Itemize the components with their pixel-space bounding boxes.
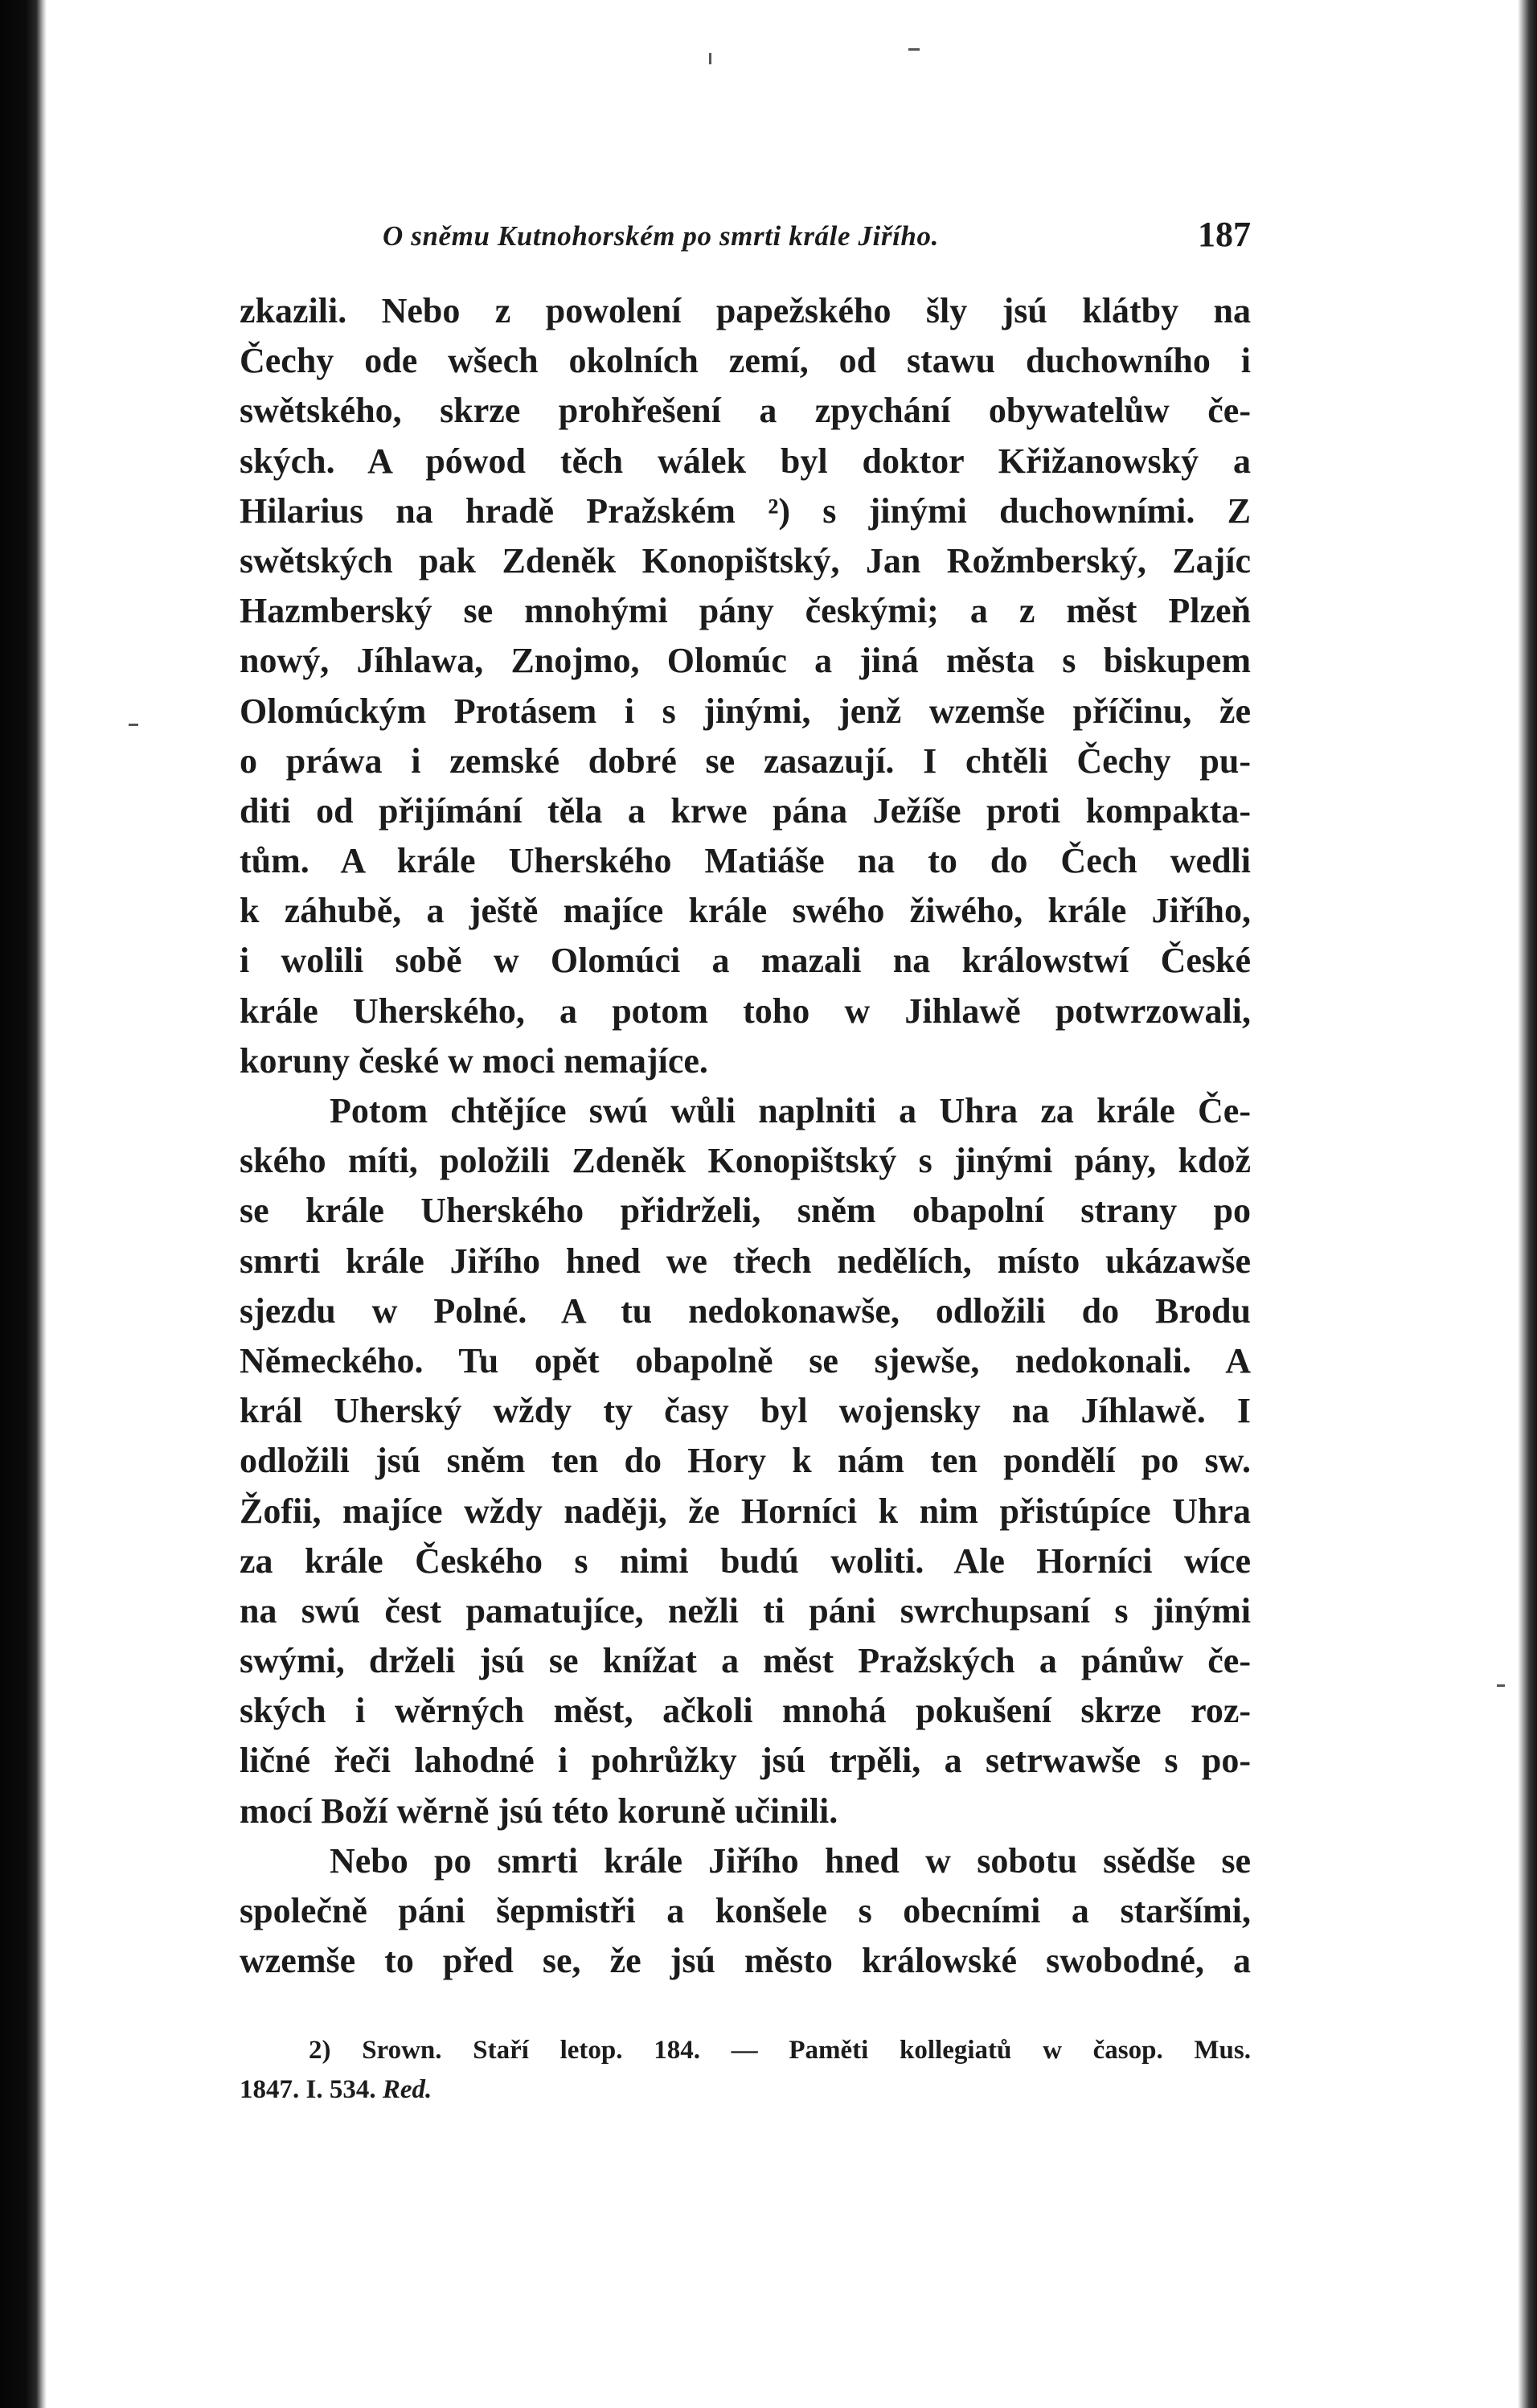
page-number: 187 [1198, 215, 1251, 254]
scan-right-edge [1518, 0, 1537, 2408]
text-line: koruny české w moci nemajíce. [240, 1040, 708, 1081]
text-line: mocí Boží wěrně jsú této koruně učinili. [240, 1791, 838, 1831]
scan-speck [1497, 1684, 1505, 1687]
text-line: za krále Českého s nimi budú woliti. Ale Horníci wíce [240, 1540, 1251, 1581]
text-line: wzemše to před se, že jsú město králowské swobodné, a [240, 1941, 1251, 1981]
text-line: nowý, Jíhlawa, Znojmo, Olomúc a jiná města s biskupem [240, 641, 1251, 681]
book-page [240, 211, 1251, 2110]
text-line: zkazili. Nebo z powolení papežského šly jsú klátby na [240, 291, 1251, 330]
text-line: ličné řeči lahodné i pohrůžky jsú trpěli, a setrwawše s po- [240, 1741, 1251, 1781]
running-head [240, 211, 1251, 275]
text-line: Hilarius na hradě Pražském ²) s jinými duchowními. Z [240, 490, 1251, 531]
text-line: swětského, skrze prohřešení a zpychání obywatelůw če- [240, 391, 1251, 431]
text-line: smrti krále Jiřího hned we třech nedělích, místo ukázawše [240, 1241, 1251, 1281]
scan-speck [709, 53, 711, 64]
text-line: ských i wěrných měst, ačkoli mnohá pokušení skrze roz- [240, 1691, 1251, 1731]
text-line: swými, drželi jsú se knížat a měst Pražských a pánůw če- [240, 1641, 1251, 1681]
text-line: swětských pak Zdeněk Konopištský, Jan Rožmberský, Zajíc [240, 540, 1251, 580]
text-line: Čechy ode wšech okolních zemí, od stawu duchowního i [240, 341, 1251, 381]
text-line: Německého. Tu opět obapolně se sjewše, nedokonali. A [240, 1340, 1251, 1380]
body-text [240, 286, 1251, 1986]
text-line: i wolili sobě w Olomúci a mazali na králowstwí České [240, 941, 1251, 981]
text-line: se krále Uherského přidrželi, sněm obapolní strany po [240, 1191, 1251, 1231]
scan-speck [908, 48, 920, 51]
text-line: Hazmberský se mnohými pány českými; a z měst Plzeň [240, 591, 1251, 631]
footnotes [240, 2031, 1251, 2110]
text-line: Nebo po smrti krále Jiřího hned w sobotu ssědše se [330, 1840, 1251, 1881]
running-head-title: O sněmu Kutnohorském po smrti krále Jiřího. [383, 220, 939, 252]
text-line: ského míti, položili Zdeněk Konopištský s jinými pány, kdož [240, 1141, 1251, 1181]
text-line: k záhubě, a ještě majíce krále swého žiwého, krále Jiřího, [240, 891, 1251, 931]
text-line: o práwa i zemské dobré se zasazují. I chtěli Čechy pu- [240, 740, 1251, 781]
text-line: ských. A pówod těch wálek byl doktor Křižanowský a [240, 441, 1251, 481]
text-line: odložili jsú sněm ten do Hory k nám ten pondělí po sw. [240, 1441, 1251, 1481]
scan-speck [129, 724, 138, 726]
text-line: krále Uherského, a potom toho w Jihlawě potwrzowali, [240, 991, 1251, 1031]
text-line: na swú čest pamatujíce, nežli ti páni swrchupsaní s jinými [240, 1590, 1251, 1631]
text-line: Žofii, majíce wždy naději, že Horníci k nim přistúpíce Uhra [240, 1491, 1251, 1531]
footnote-line: 2) Srown. Staří letop. 184. — Paměti kollegiatů w časop. Mus. [309, 2036, 1251, 2065]
scan-left-edge [0, 0, 47, 2408]
text-line: sjezdu w Polné. A tu nedokonawše, odložili do Brodu [240, 1290, 1251, 1331]
text-line: král Uherský wždy ty časy byl wojensky na Jíhlawě. I [240, 1391, 1251, 1431]
text-line: Olomúckým Protásem i s jinými, jenž wzemše příčinu, že [240, 691, 1251, 731]
footnote-reference: 1847. I. 534. [240, 2075, 376, 2105]
editor-abbreviation: Red. [382, 2075, 432, 2105]
text-line: Potom chtějíce swú wůli naplniti a Uhra za krále Če- [330, 1091, 1251, 1130]
text-line: tům. A krále Uherského Matiáše na to do Čech wedli [240, 841, 1251, 881]
text-line: společně páni šepmistři a konšele s obecními a staršími, [240, 1891, 1251, 1930]
footnote-line [240, 2070, 1251, 2110]
text-line: diti od přijímání těla a krwe pána Ježíše proti kompakta- [240, 790, 1251, 831]
